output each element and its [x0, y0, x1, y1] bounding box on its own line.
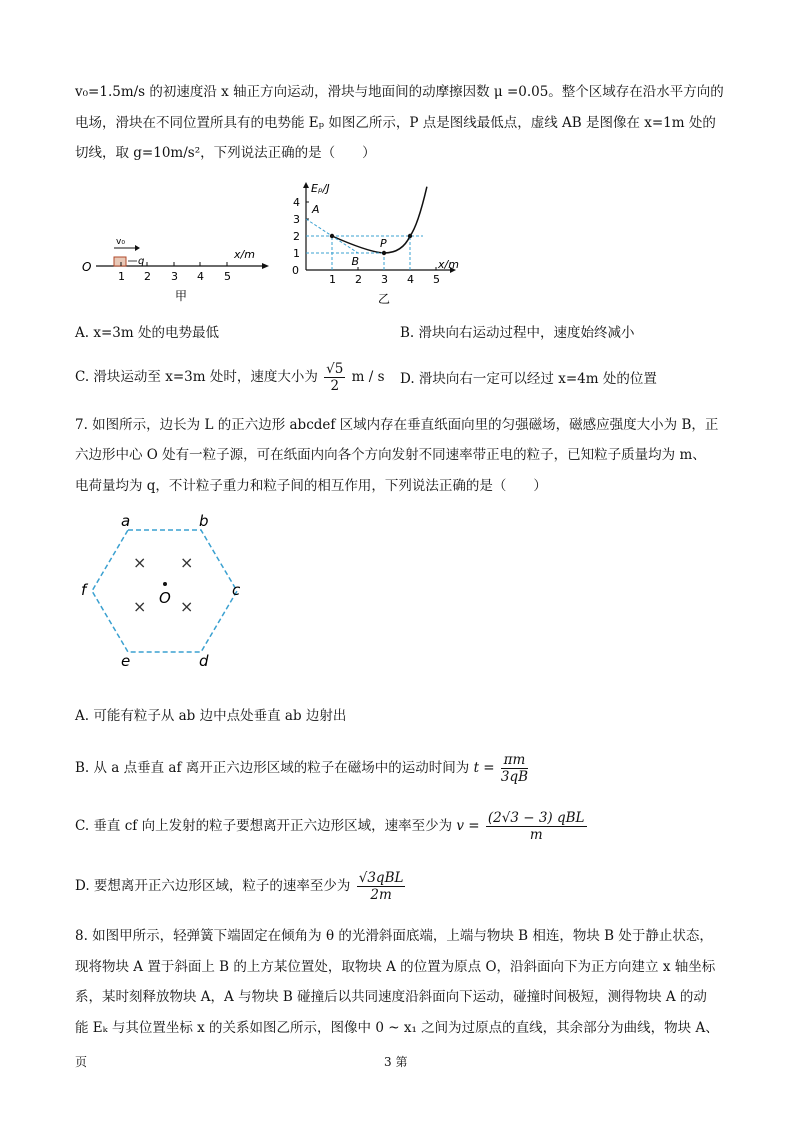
q7-option-b-fraction: $\frac{\pi m}{3qB}$: [500, 752, 529, 785]
hex-label-e: e: [121, 652, 131, 668]
chart-xtick-label: 3: [381, 273, 388, 286]
field-cross-2: ×: [180, 553, 194, 572]
chart-y-arrow: [303, 182, 309, 188]
jia-tick-2: 2: [144, 270, 151, 283]
chart-ytick-label: 4: [293, 196, 300, 209]
jia-tick-5: 5: [224, 270, 231, 283]
q7-option-b: B. 从 a 点垂直 af 离开正六边形区域的粒子在磁场中的运动时间为 t = $\frac{\pi m}{3qB}$: [75, 752, 529, 785]
chart-origin: 0: [292, 264, 299, 277]
q7-option-a: A. 可能有粒子从 ab 边中点处垂直 ab 边射出: [75, 708, 347, 724]
hex-label-o: O: [159, 589, 171, 607]
hex-label-c: c: [232, 581, 241, 599]
q8-line3: 系，某时刻释放物块 A，A 与物块 B 碰撞后以共同速度沿斜面向下运动，碰撞时间极短，测得物块 A 的动: [75, 989, 707, 1005]
hex-label-d: d: [199, 652, 209, 668]
q7-option-d: D. 要想离开正六边形区域，粒子的速率至少为 $\frac{\text{√3qBL}}{2m}$: [75, 870, 404, 903]
q7-option-c: C. 垂直 cf 向上发射的粒子要想离开正六边形区域，速率至少为 v = $\frac{\text{(2√3 − 3) qBL}}{m}$: [75, 810, 585, 843]
chart-xtick-label: 1: [329, 273, 336, 286]
chart-xtick-label: 5: [433, 273, 440, 286]
jia-tick-4: 4: [197, 270, 204, 283]
field-cross-4: ×: [180, 597, 194, 616]
q7-line1: 7. 如图所示，边长为 L 的正六边形 abcdef 区域内存在垂直纸面向里的匀强磁场，磁感应强度大小为 B，正: [75, 417, 719, 433]
slider-block: [114, 257, 126, 266]
chart-point: [382, 251, 386, 255]
q8-line1: 8. 如图甲所示，轻弹簧下端固定在倾角为 θ 的光滑斜面底端，上端与物块 B 相连，物块 B 处于静止状态，: [75, 928, 713, 944]
q8-line2: 现将物块 A 置于斜面上 B 的上方某位置处，取物块 A 的位置为原点 O，沿斜面向下为正方向建立 x 轴坐标: [75, 959, 716, 975]
chart-ytick-label: 1: [293, 247, 300, 260]
q6-option-c: [75, 361, 385, 394]
hex-label-a: a: [121, 512, 131, 530]
figure-yi-chart: [286, 176, 476, 310]
q7-option-d-fraction: $\frac{\text{√3qBL}}{2m}$: [358, 870, 404, 903]
footer-left: 页: [75, 1055, 88, 1069]
chart-xlabel: x/m: [438, 258, 459, 271]
chart-point: [408, 234, 412, 238]
jia-axis-label: x/m: [234, 248, 255, 261]
chart-label-p: P: [380, 237, 387, 250]
chart-caption: 乙: [378, 292, 391, 306]
q8-line4: 能 Eₖ 与其位置坐标 x 的关系如图乙所示，图像中 0 ~ x₁ 之间为过原点的直线，其余部分为曲线，物块 A、: [75, 1020, 719, 1036]
q6-intro-line1: v₀=1.5m/s 的初速度沿 x 轴正方向运动，滑块与地面间的动摩擦因数 μ =0.05。整个区域存在沿水平方向的: [75, 84, 724, 100]
jia-tick-3: 3: [171, 270, 178, 283]
jia-ticks: [118, 262, 231, 283]
hex-label-f: f: [81, 581, 87, 599]
chart-ytick-label: 3: [293, 213, 300, 226]
chart-label-b: B: [351, 255, 360, 268]
q6-option-a: A. x=3m 处的电势最低: [75, 325, 219, 341]
field-cross-1: ×: [133, 553, 147, 572]
q6-intro-line3: 切线，取 g=10m/s²，下列说法正确的是（ ）: [75, 145, 376, 161]
q7-line2: 六边形中心 O 处有一粒子源，可在纸面内向各个方向发射不同速率带正电的粒子，已知粒子质量均为 m、: [75, 447, 706, 463]
q7-option-c-fraction: $\frac{\text{(2√3 − 3) qBL}}{m}$: [487, 810, 585, 843]
chart-point: [330, 234, 334, 238]
chart-xtick-label: 4: [407, 273, 414, 286]
jia-caption: 甲: [175, 289, 188, 303]
footer-page-number: 3 第: [384, 1055, 408, 1069]
chart-ytick-label: 2: [293, 230, 300, 243]
particle-source-dot: [163, 582, 167, 586]
chart-xtick-label: 2: [355, 273, 362, 286]
q6-intro-line2: 电场，滑块在不同位置所具有的电势能 Eₚ 如图乙所示，P 点是图线最低点，虚线 AB 是图像在 x=1m 处的: [75, 115, 716, 131]
jia-axis-arrow: [262, 263, 269, 269]
jia-v0-label: v₀: [116, 237, 125, 247]
chart-ylabel: Eₚ/J: [311, 182, 330, 195]
jia-tick-1: 1: [118, 270, 125, 283]
hexagon-figure: [75, 508, 255, 668]
field-cross-3: ×: [133, 597, 147, 616]
chart-label-a: A: [312, 203, 320, 216]
jia-origin: O: [82, 260, 92, 274]
figure-jia: [80, 228, 270, 308]
q6-option-c-unit: m / s: [351, 369, 385, 385]
jia-q-label: q: [138, 256, 145, 267]
q6-option-c-text: C. 滑块运动至 x=3m 处时，速度大小为: [75, 369, 318, 385]
hex-label-b: b: [199, 512, 209, 530]
q6-option-c-fraction: $\frac{√5}{2}$: [326, 361, 344, 394]
q7-line3: 电荷量均为 q，不计粒子重力和粒子间的相互作用，下列说法正确的是（ ）: [75, 478, 547, 494]
q6-option-b: B. 滑块向右运动过程中，速度始终减小: [400, 325, 635, 341]
q6-option-d: D. 滑块向右一定可以经过 x=4m 处的位置: [400, 371, 657, 387]
